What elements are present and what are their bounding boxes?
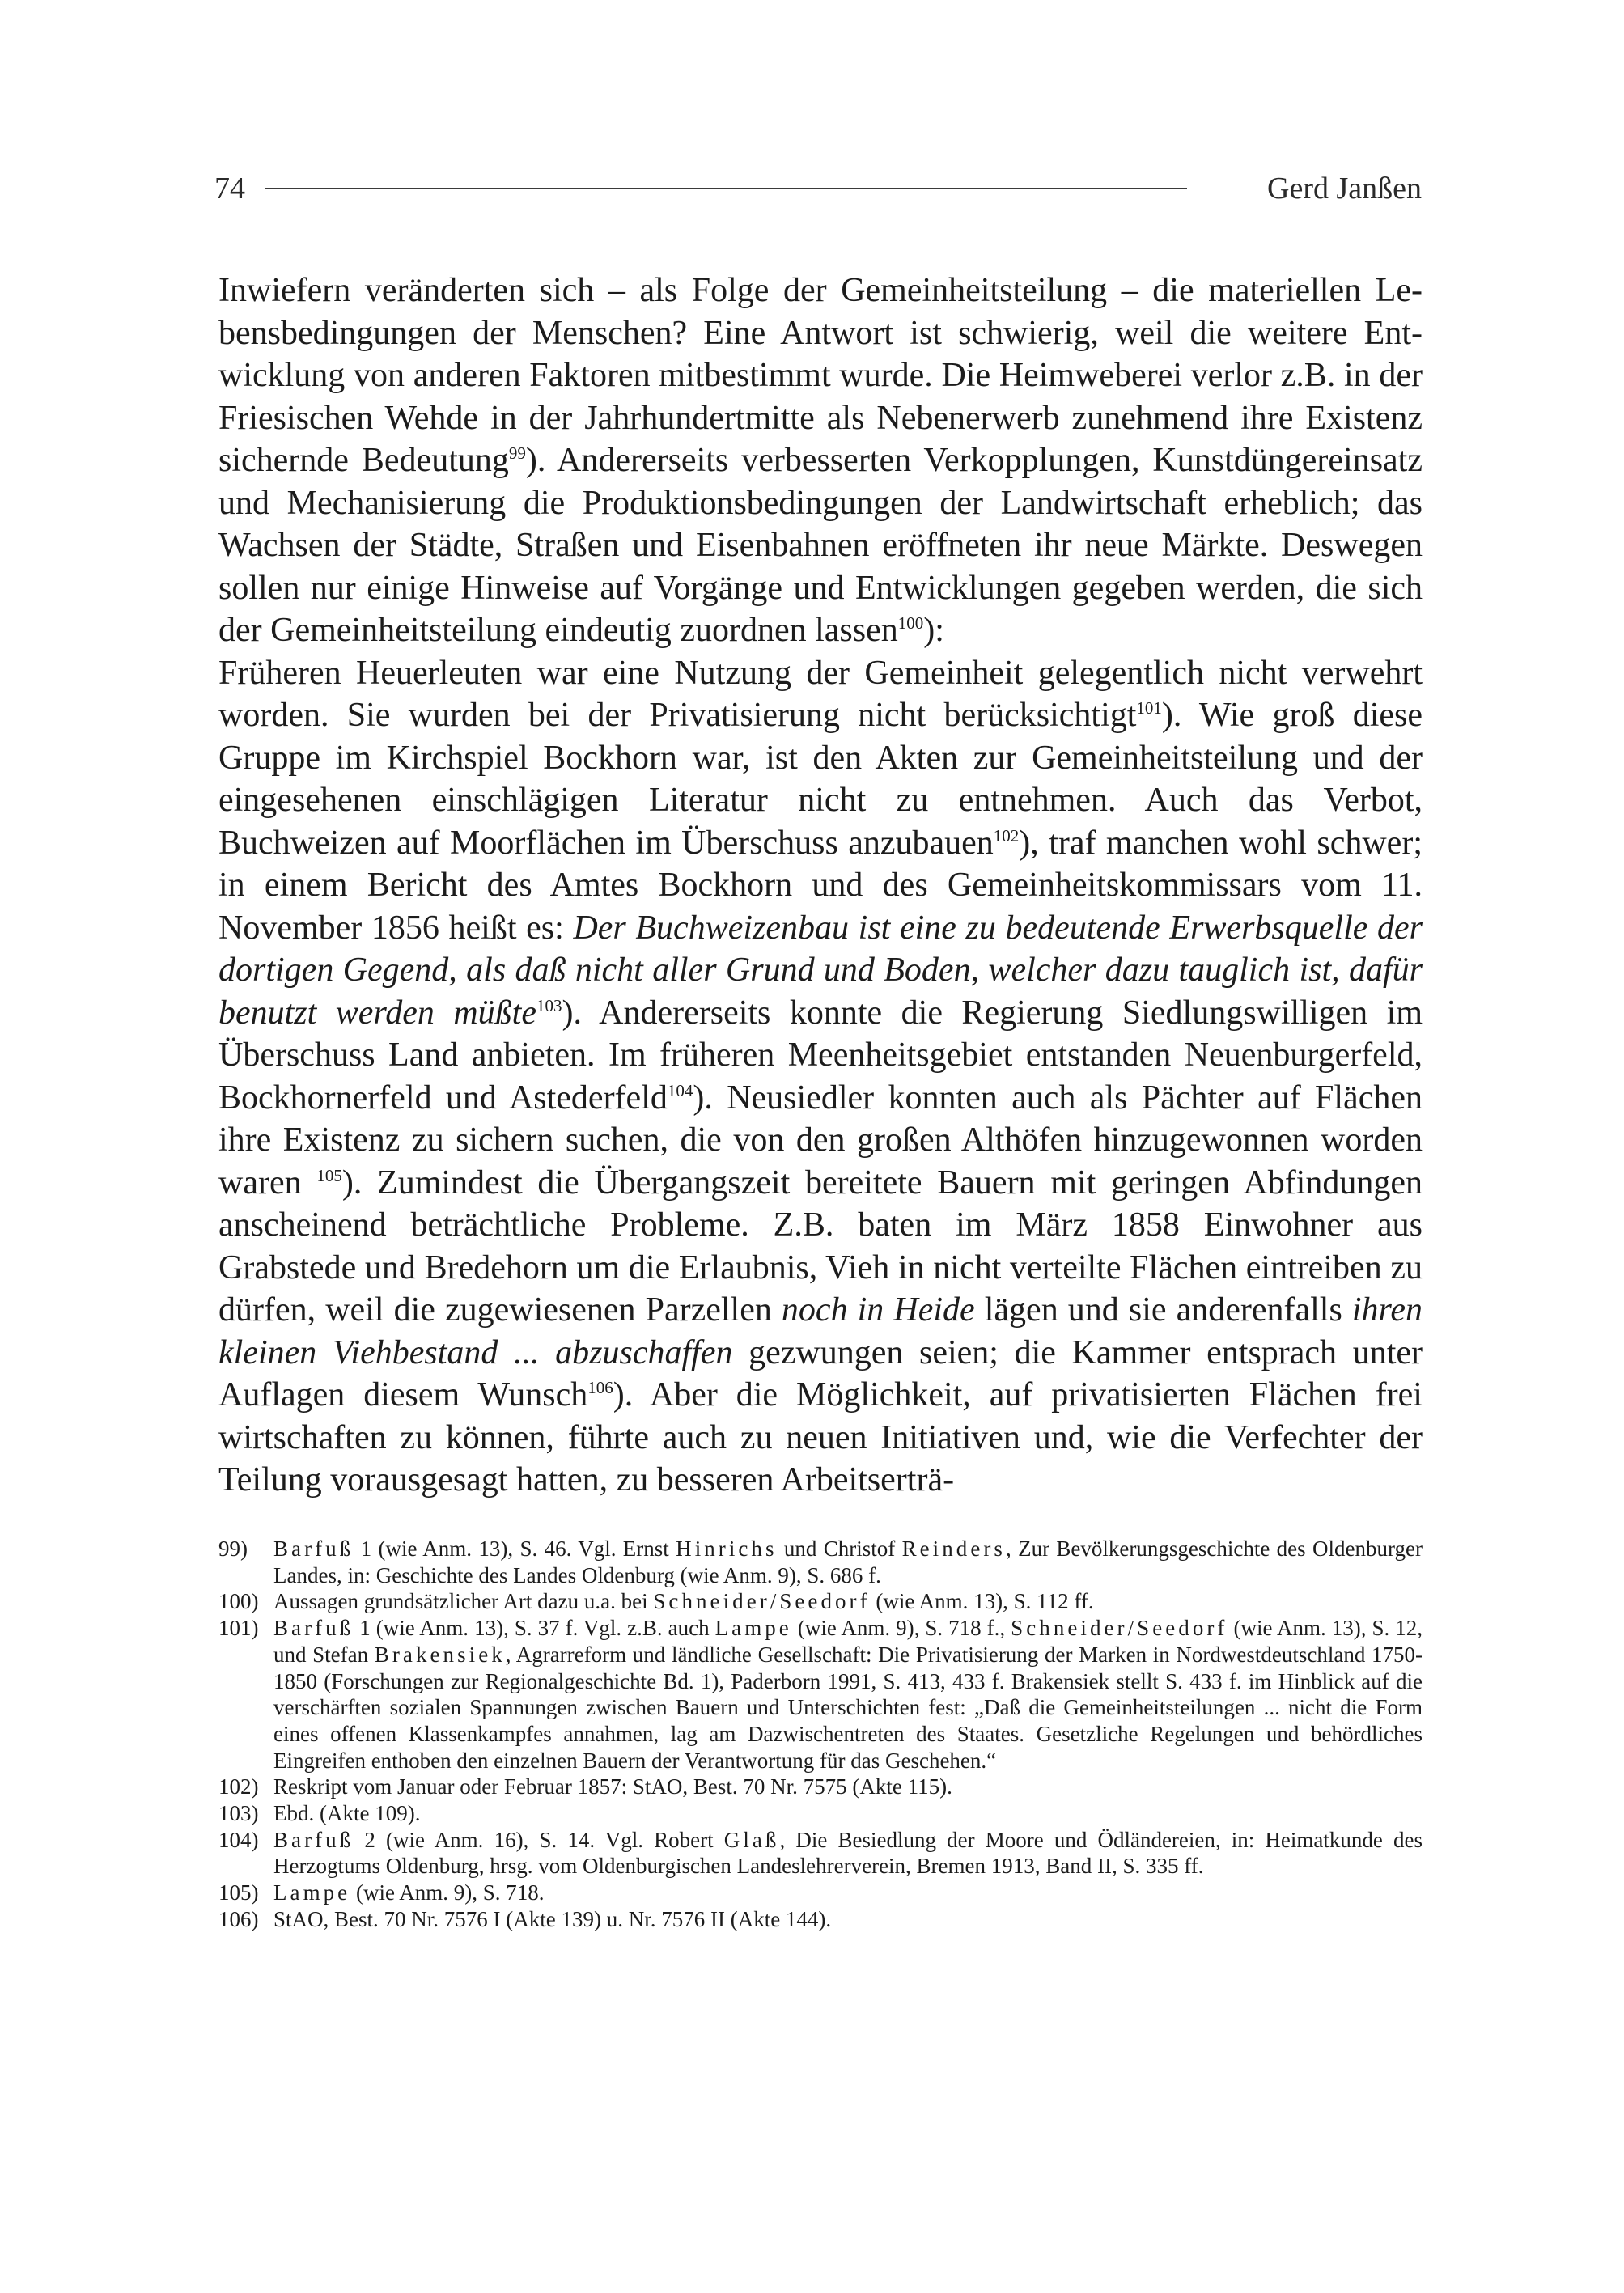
author-name: Barfuß: [273, 1827, 354, 1852]
footnote-number: 102): [218, 1774, 259, 1799]
footnote-ref[interactable]: 103: [536, 995, 562, 1015]
footnote-103: [218, 1800, 1423, 1827]
footnote-ref[interactable]: 104: [667, 1080, 693, 1100]
text-run: (wie Anm. 9), S. 718 f.,: [791, 1616, 1011, 1641]
text-run: ). Andererseits konnte die Regierung Siedlungswilligen im Überschuss Land anbieten. Im früheren Meenheitsgebiet entstanden Neuenburgerfeld, Bockhornerfeld und Astederfeld: [218, 994, 1423, 1117]
footnote-ref[interactable]: 102: [993, 825, 1020, 846]
footnote-102: [218, 1774, 1423, 1800]
paragraph-2: [218, 652, 1423, 1502]
footnote-text: [273, 1880, 1423, 1906]
text-run: Inwiefern veränderten sich – als Folge der Gemeinheitsteilung – die materiellen Lebensbedingungen der Menschen? Eine Antwort ist schwierig, weil die weitere Entwicklung von anderen Faktoren mitbestimmt wurde. Die Heimweberei verlor z.B. in der Friesischen Wehde in der Jahrhundertmitte als Nebenerwerb zunehmend ihre Existenz sichernde Bedeutung: [218, 272, 1423, 479]
text-run: ). Zumindest die Übergangszeit bereitete Bauern mit geringen Abfindungen anscheinend beträchtliche Probleme. Z.B. baten im März 1858 Einwohner aus Grabstede und Bredehorn um die Erlaubnis, Vieh in nicht verteilte Flächen eintreiben zu dürfen, weil die zugewiesenen Parzellen: [218, 1163, 1423, 1329]
footnote-number: 100): [218, 1589, 259, 1614]
header-rule: [265, 188, 1187, 189]
footnote-101: [218, 1615, 1423, 1774]
footnote-number: 106): [218, 1906, 259, 1931]
author-name: Schneider/Seedorf: [1011, 1616, 1228, 1641]
text-run: und Christof: [777, 1536, 902, 1561]
footnote-99: [218, 1536, 1423, 1588]
text-run: ), traf manchen wohl schwer; in einem Bericht des Amtes Bockhorn und des Gemeinheitskommissars vom 11. November 1856 heißt es:: [218, 824, 1423, 947]
author-name: Barfuß: [273, 1536, 354, 1561]
text-run: Aussagen grundsätzlicher Art dazu u.a. bei: [273, 1589, 654, 1614]
quote-italic: noch in Heide: [781, 1291, 975, 1329]
text-run: , Agrarreform und ländliche Gesellschaft: Die Privatisierung der Marken in Nordwestdeutschland 1750-1850 (Forschungen zur Regionalgeschichte Bd. 1), Paderborn 1991, S. 413, 433 f. Brakensiek stellt S. 433 f. im Hinblick auf die verschärften sozialen Spannungen zwischen Bauern und Unterschichten fest: „Daß die Gemeinheitsteilungen ... nicht die Form eines offenen Klassenkampfes annahmen, lag am Dazwischentreten des Staates. Gesetzliche Regelungen und behördliches Eingreifen enthoben den einzelnen Bauern der Verantwortung für das Geschehen.“: [273, 1642, 1423, 1773]
quote-italic: ihren kleinen Viehbestand ... abzuschaffen: [218, 1291, 1423, 1371]
text-run: , Zur Bevölkerungsgeschichte des Oldenburger Landes, in: Geschichte des Landes Oldenburg (wie Anm. 9), S. 686 f.: [273, 1536, 1423, 1587]
footnote-106: [218, 1906, 1423, 1933]
footnote-text: Reskript vom Januar oder Februar 1857: StAO, Best. 70 Nr. 7575 (Akte 115).: [273, 1774, 952, 1799]
footnote-ref[interactable]: 99: [508, 443, 526, 463]
footnote-text: Ebd. (Akte 109).: [273, 1801, 421, 1826]
author-name: Brakensiek: [374, 1642, 506, 1667]
page-header: [214, 168, 1422, 209]
footnote-100: [218, 1588, 1423, 1615]
author-name: Lampe: [714, 1616, 792, 1641]
text-run: ). Neusiedler konnten auch als Pächter auf Flächen ihre Existenz zu sichern suchen, die von den großen Althöfen hinzugewonnen worden waren: [218, 1079, 1423, 1202]
footnote-ref[interactable]: 100: [897, 613, 924, 633]
author-name: Glaß: [723, 1827, 780, 1852]
text-run: , Die Besiedlung der Moore und Ödländereien, in: Heimatkunde des Herzogtums Oldenburg, hrsg. vom Oldenburgischen Landeslehrerverein, Bremen 1913, Band II, S. 335 ff.: [273, 1827, 1423, 1879]
footnote-text: [273, 1588, 1423, 1615]
running-title: Gerd Janßen: [1267, 172, 1422, 206]
footnote-text: [273, 1536, 1423, 1588]
footnote-text: [273, 1827, 1423, 1880]
text-run: 1 (wie Anm. 13), S. 46. Vgl. Ernst: [354, 1536, 676, 1561]
paragraph-1: [218, 269, 1423, 652]
text-run: Früheren Heuerleuten war eine Nutzung der Gemeinheit gelegentlich nicht verwehrt worden. Sie wurden bei der Privatisierung nicht berücksichtigt: [218, 654, 1423, 734]
text-run: ). Andererseits verbesserten Verkopplungen, Kunstdüngereinsatz und Mechanisierung die Produktionsbedingungen der Landwirtschaft erheblich; das Wachsen der Städte, Straßen und Eisenbahnen eröffneten ihr neue Märkte. Deswegen sollen nur einige Hinweise auf Vorgänge und Entwicklungen gegeben werden, die sich der Gemeinheitsteilung eindeutig zuordnen lassen: [218, 442, 1423, 649]
footnote-number: 104): [218, 1827, 259, 1852]
footnote-number: 101): [218, 1616, 259, 1641]
author-name: Barfuß: [273, 1616, 354, 1641]
footnote-ref[interactable]: 101: [1136, 698, 1162, 718]
text-run: 1 (wie Anm. 13), S. 37 f. Vgl. z.B. auch: [354, 1616, 715, 1641]
footnote-text: StAO, Best. 70 Nr. 7576 I (Akte 139) u. Nr. 7576 II (Akte 144).: [273, 1906, 832, 1931]
text-run: 2 (wie Anm. 16), S. 14. Vgl. Robert: [354, 1827, 724, 1852]
footnote-105: [218, 1880, 1423, 1906]
author-name: Hinrichs: [676, 1536, 778, 1561]
footnotes: [218, 1536, 1423, 1933]
footnote-ref[interactable]: 105: [316, 1165, 342, 1185]
footnote-number: 99): [218, 1536, 248, 1561]
quote-italic: Der Buchweizenbau ist eine zu bedeutende Erwerbsquelle der dortigen Gegend, als daß nicht aller Grund und Boden, welcher dazu tauglich ist, dafür benutzt werden müßte: [218, 909, 1423, 1032]
footnote-ref[interactable]: 106: [587, 1378, 613, 1397]
text-run: ). Wie groß diese Gruppe im Kirchspiel Bockhorn war, ist den Akten zur Gemeinheitsteilung und der eingesehenen einschlägigen Literatur nicht zu entnehmen. Auch das Verbot, Buchweizen auf Moorflächen im Überschuss anzubauen: [218, 697, 1423, 862]
footnote-104: [218, 1827, 1423, 1880]
text-run: (wie Anm. 13), S. 112 ff.: [870, 1589, 1094, 1614]
footnote-number: 105): [218, 1880, 259, 1905]
footnote-text: [273, 1615, 1423, 1774]
footnote-number: 103): [218, 1801, 259, 1826]
main-text: [218, 269, 1423, 1502]
author-name: Lampe: [273, 1880, 351, 1905]
text-run: lägen und sie anderenfalls: [974, 1291, 1352, 1329]
page-number: 74: [214, 172, 245, 206]
text-run: ):: [923, 612, 944, 649]
text-run: (wie Anm. 9), S. 718.: [350, 1880, 545, 1905]
author-name: Reinders: [901, 1536, 1006, 1561]
text-run: (wie Anm. 13), S. 12, und Stefan: [273, 1616, 1423, 1667]
text-run: ). Aber die Möglichkeit, auf privatisierten Flächen frei wirtschaften zu können, führte auch zu neuen Initiativen und, wie die Verfechter der Teilung vorausgesagt hatten, zu besseren Arbeitserträ-: [218, 1376, 1423, 1498]
author-name: Schneider/Seedorf: [653, 1589, 871, 1614]
text-run: gezwungen seien; die Kammer entsprach unter Auflagen diesem Wunsch: [218, 1333, 1423, 1414]
